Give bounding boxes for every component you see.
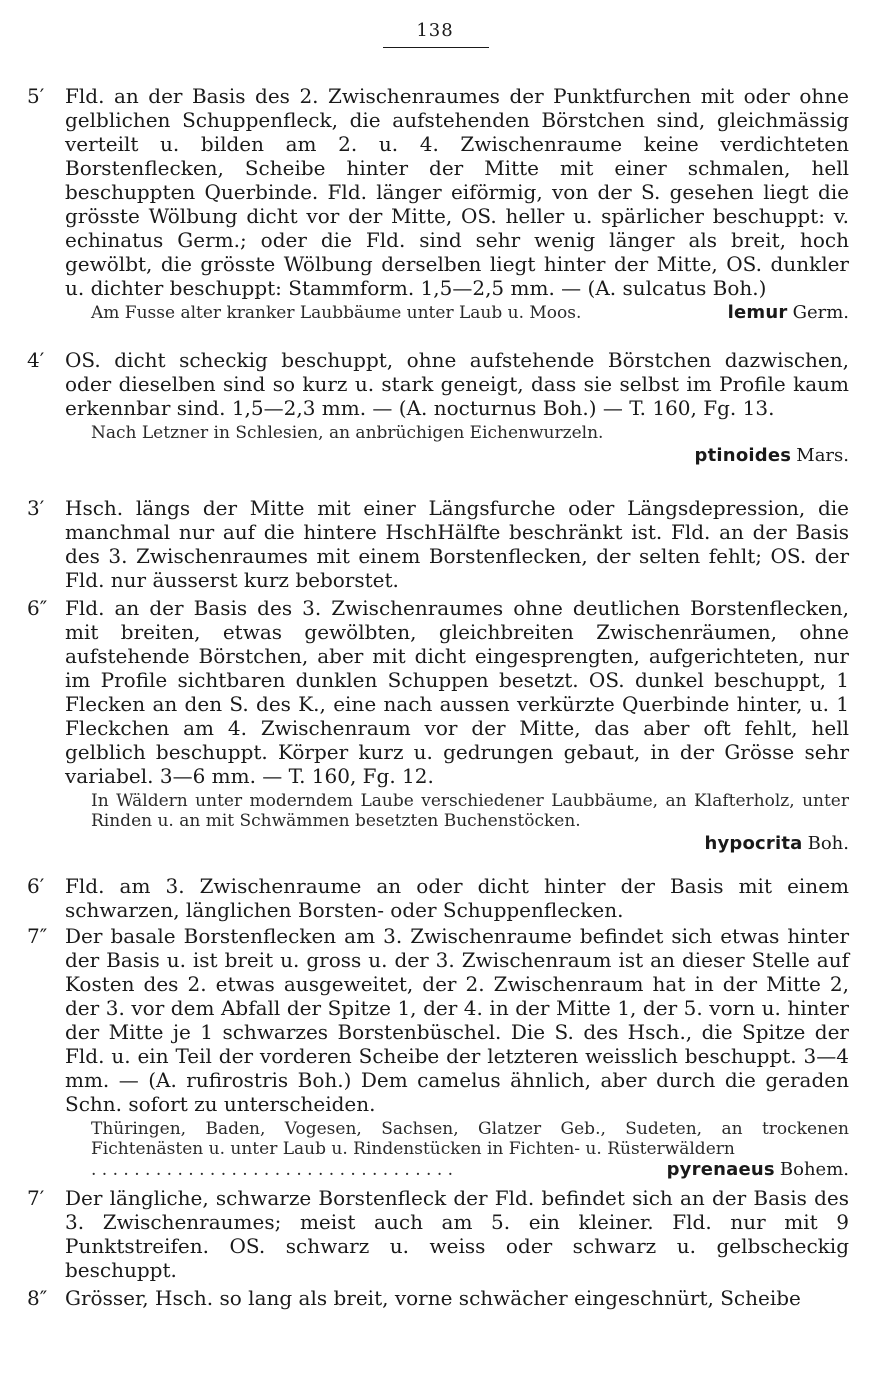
species-line bbox=[65, 833, 849, 854]
species-line bbox=[65, 445, 849, 466]
entry-marker: 6″ bbox=[27, 596, 48, 620]
key-entry bbox=[65, 348, 849, 466]
habitat-text: In Wäldern unter moderndem Laube verschiedener Laubbäume, an Klafterholz, unter Rinden u. an mit Schwämmen besetzten Buchenstöcken. bbox=[91, 791, 849, 831]
entry-marker: 4′ bbox=[27, 348, 45, 372]
key-entry bbox=[65, 874, 849, 922]
habitat-line bbox=[91, 302, 849, 323]
entry-text: Der längliche, schwarze Borstenfleck der Fld. befindet sich an der Basis des 3. Zwischenraumes; meist auch am 5. ein kleiner. Fld. nur mit 9 Punktstreifen. OS. schwarz u. weiss oder schwarz u. gelbscheckig beschuppt. bbox=[65, 1186, 849, 1282]
key-entry bbox=[65, 596, 849, 854]
habitat-text: Am Fusse alter kranker Laubbäume unter Laub u. Moos. bbox=[91, 303, 582, 323]
species-line bbox=[91, 1159, 849, 1180]
entry-text: Fld. an der Basis des 3. Zwischenraumes ohne deutlichen Borstenflecken, mit breiten, etwas gewölbten, gleichbreiten Zwischenräumen, ohne aufstehende Börstchen, aber mit dicht eingesprengten, aufgerichteten, nur im Profile sichtbaren dunklen Schuppen besetzt. OS. dunkel beschuppt, 1 Flecken an den S. des K., eine nach aussen verkürzte Querbinde hinter, u. 1 Fleckchen am 4. Zwischenraum vor der Mitte, das aber oft fehlt, hell gelblich beschuppt. Körper kurz u. gedrungen gebaut, in der Grösse sehr variabel. 3—6 mm. — T. 160, Fg. 12. bbox=[65, 596, 849, 788]
key-entry bbox=[65, 496, 849, 592]
habitat-text: Nach Letzner in Schlesien, an anbrüchigen Eichenwurzeln. bbox=[91, 423, 604, 443]
entry-text: Grösser, Hsch. so lang als breit, vorne schwächer eingeschnürt, Scheibe bbox=[65, 1286, 801, 1310]
page-number: 138 bbox=[416, 20, 454, 41]
species-name: hypocrita bbox=[704, 833, 803, 854]
entry-marker: 7′ bbox=[27, 1186, 45, 1210]
header-rule bbox=[383, 47, 489, 48]
habitat-text: Thüringen, Baden, Vogesen, Sachsen, Glatzer Geb., Sudeten, an trockenen Fichtenästen u. unter Laub u. Rindenstücken in Fichten- u. Rüsterwäldern bbox=[91, 1119, 849, 1159]
entry-marker: 5′ bbox=[27, 84, 45, 108]
entry-text: OS. dicht scheckig beschuppt, ohne aufstehende Börstchen dazwischen, oder dieselben sind so kurz u. stark geneigt, dass sie selbst im Profile kaum erkennbar sind. 1,5—2,3 mm. — (A. nocturnus Boh.) — T. 160, Fg. 13. bbox=[65, 348, 849, 420]
species-author: Mars. bbox=[796, 445, 849, 466]
key-entry bbox=[65, 924, 849, 1180]
species-name: lemur bbox=[727, 302, 788, 323]
species-author: Boh. bbox=[807, 833, 849, 854]
dot-leader: . . . . . . . . . . . . . . . . . . . . . . . . . . . . . . . . . . bbox=[91, 1160, 454, 1180]
entry-marker: 3′ bbox=[27, 496, 45, 520]
species-author: Germ. bbox=[792, 302, 849, 323]
species-name: pyrenaeus bbox=[666, 1159, 775, 1180]
habitat-block bbox=[91, 1119, 849, 1180]
entry-marker: 6′ bbox=[27, 874, 45, 898]
species-author: Bohem. bbox=[779, 1159, 849, 1180]
entry-text: Der basale Borstenflecken am 3. Zwischenraume befindet sich etwas hinter der Basis u. ist breit u. gross u. der 3. Zwischenraum ist an dieser Stelle auf Kosten des 2. etwas ausgeweitet, der 2. Zwischenraum hat in der Mitte 2, der 3. vor dem Abfall der Spitze 1, der 4. in der Mitte 1, der 5. vorn u. hinter der Mitte je 1 schwarzes Borstenbüschel. Die S. des Hsch., die Spitze der Fld. u. ein Teil der vorderen Scheibe der letzteren weisslich beschuppt. 3—4 mm. — (A. rufirostris Boh.) Dem camelus ähnlich, aber durch die geraden Schn. sofort zu unterscheiden. bbox=[65, 924, 849, 1116]
entry-text: Fld. an der Basis des 2. Zwischenraumes der Punktfurchen mit oder ohne gelblichen Schuppenfleck, die aufstehenden Börstchen sind, gleichmässig verteilt u. bilden am 2. u. 4. Zwischenraume keine verdichteten Borstenflecken, Scheibe hinter der Mitte mit einer schmalen, hell beschuppten Querbinde. Fld. länger eiförmig, von der S. gesehen liegt die grösste Wölbung dicht vor der Mitte, OS. heller u. spärlicher beschuppt: v. echinatus Germ.; oder die Fld. sind sehr wenig länger als breit, hoch gewölbt, die grösste Wölbung derselben liegt hinter der Mitte, OS. dunkler u. dichter beschuppt: Stammform. 1,5—2,5 mm. — (A. sulcatus Boh.) bbox=[65, 84, 849, 300]
entry-marker: 7″ bbox=[27, 924, 48, 948]
entry-text: Fld. am 3. Zwischenraume an oder dicht hinter der Basis mit einem schwarzen, länglichen Borsten- oder Schuppenflecken. bbox=[65, 874, 849, 922]
entry-text: Hsch. längs der Mitte mit einer Längsfurche oder Längsdepression, die manchmal nur auf die hintere HschHälfte beschränkt ist. Fld. an der Basis des 3. Zwischenraumes mit einem Borstenflecken, der selten fehlt; OS. der Fld. nur äusserst kurz beborstet. bbox=[65, 496, 849, 592]
key-entry bbox=[65, 84, 849, 323]
entry-marker: 8″ bbox=[27, 1286, 48, 1310]
species-name: ptinoides bbox=[694, 445, 792, 466]
key-entry bbox=[65, 1286, 849, 1310]
key-entry bbox=[65, 1186, 849, 1282]
